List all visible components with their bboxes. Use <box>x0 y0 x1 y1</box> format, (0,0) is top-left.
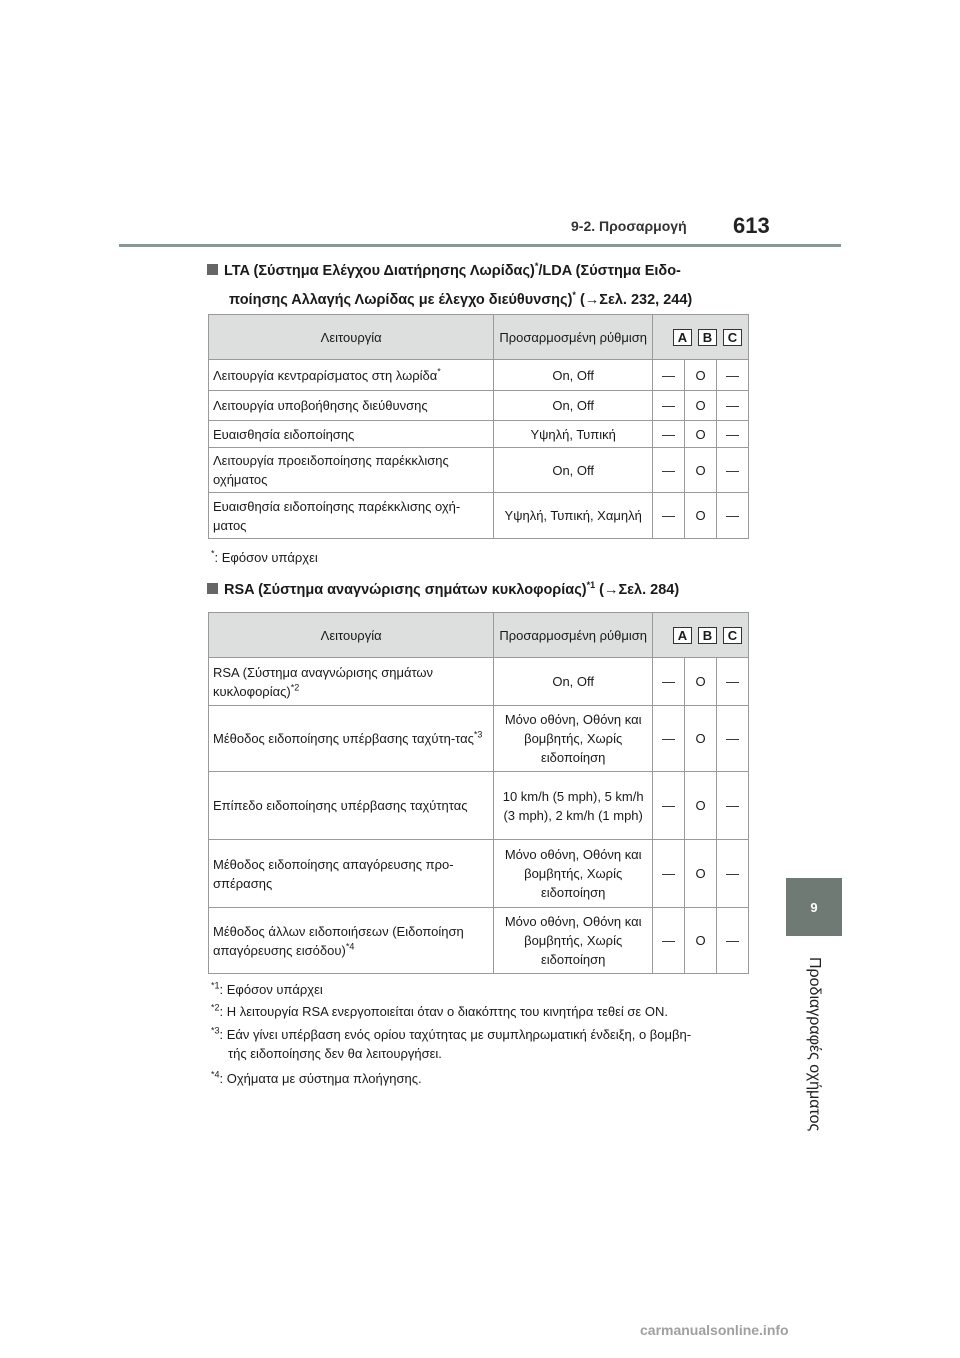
table-row: Επίπεδο ειδοποίησης υπέρβασης ταχύτητας 10 km/h (5 mph), 5 km/h (3 mph), 2 km/h (1 mph) — O — <box>209 772 749 840</box>
col-function: Λειτουργία <box>209 315 494 360</box>
abc-box-a: A <box>673 329 692 346</box>
table-row: Ευαισθησία ειδοποίησης Υψηλή, Τυπική — O — <box>209 421 749 448</box>
watermark: carmanualsonline.info <box>640 1322 789 1338</box>
chapter-label: Προδιαγραφές οχήματος <box>806 956 823 1132</box>
square-bullet-icon <box>207 583 218 594</box>
abc-box-b: B <box>698 329 717 346</box>
col-setting: Προσαρμοσμένη ρύθμιση <box>494 315 653 360</box>
section1-heading: LTA (Σύστημα Ελέγχου Διατήρησης Λωρίδας)*/LDA (Σύστημα Ειδο- ποίησης Αλλαγής Λωρίδας με έλεγχο διεύθυνσης)* (→Σελ. 232, 244) <box>207 257 692 315</box>
section2-footnote-2: $^{*2}$: Η λειτουργία RSA ενεργοποιείται όταν ο διακόπτης του κινητήρα τεθεί σε ON. <box>211 1002 668 1019</box>
section2-heading: RSA (Σύστημα αναγνώρισης σημάτων κυκλοφορίας)$^{*1}$ (→Σελ. 284) <box>207 576 679 605</box>
section-title: 9-2. Προσαρμογή <box>571 218 687 234</box>
table-row: Λειτουργία προειδοποίησης παρέκκλισης οχήματος On, Off — O — <box>209 448 749 493</box>
abc-box-a: A <box>673 627 692 644</box>
section2-footnote-3: $^{*3}$: Εάν γίνει υπέρβαση ενός ορίου ταχύτητας με συμπληρωματική ένδειξη, ο βομβη- τής ειδοποίησης δεν θα λειτουργήσει. <box>211 1025 692 1061</box>
abc-box-c: C <box>723 627 742 644</box>
lta-settings-table <box>208 314 749 539</box>
abc-box-c: C <box>723 329 742 346</box>
section2-footnote-1: $^{*1}$: Εφόσον υπάρχει <box>211 980 323 997</box>
rsa-settings-table <box>208 612 749 974</box>
col-setting: Προσαρμοσμένη ρύθμιση <box>494 613 653 658</box>
table-row: Λειτουργία κεντραρίσματος στη λωρίδα* On, Off — O — <box>209 360 749 391</box>
page-number: 613 <box>733 213 770 238</box>
table-row: Λειτουργία υποβοήθησης διεύθυνσης On, Off — O — <box>209 391 749 421</box>
abc-box-b: B <box>698 627 717 644</box>
section1-footnote: *: Εφόσον υπάρχει <box>211 548 318 565</box>
table-row: Ευαισθησία ειδοποίησης παρέκκλισης οχή-ματος Υψηλή, Τυπική, Χαμηλή — O — <box>209 493 749 539</box>
table-row: Μέθοδος ειδοποίησης υπέρβασης ταχύτη-τας$^{*3}$ Μόνο οθόνη, Οθόνη και βομβητής, Χωρίς ειδοποίηση — O — <box>209 706 749 772</box>
square-bullet-icon <box>207 264 218 275</box>
table-row: Μέθοδος ειδοποίησης απαγόρευσης προ-σπέρασης Μόνο οθόνη, Οθόνη και βομβητής, Χωρίς ειδοποίηση — O — <box>209 840 749 908</box>
col-abc <box>653 315 749 360</box>
table-header-row <box>209 315 749 360</box>
col-function: Λειτουργία <box>209 613 494 658</box>
table-header-row <box>209 613 749 658</box>
chapter-tab: 9 <box>786 878 842 936</box>
section2-footnote-4: $^{*4}$: Οχήματα με σύστημα πλοήγησης. <box>211 1069 422 1086</box>
table-row: Μέθοδος άλλων ειδοποιήσεων (Ειδοποίηση απαγόρευσης εισόδου)$^{*4}$ Μόνο οθόνη, Οθόνη και βομβητής, Χωρίς ειδοποίηση — O — <box>209 908 749 974</box>
table-row: RSA (Σύστημα αναγνώρισης σημάτων κυκλοφορίας)$^{*2}$ On, Off — O — <box>209 658 749 706</box>
header-divider <box>119 244 841 247</box>
col-abc <box>653 613 749 658</box>
